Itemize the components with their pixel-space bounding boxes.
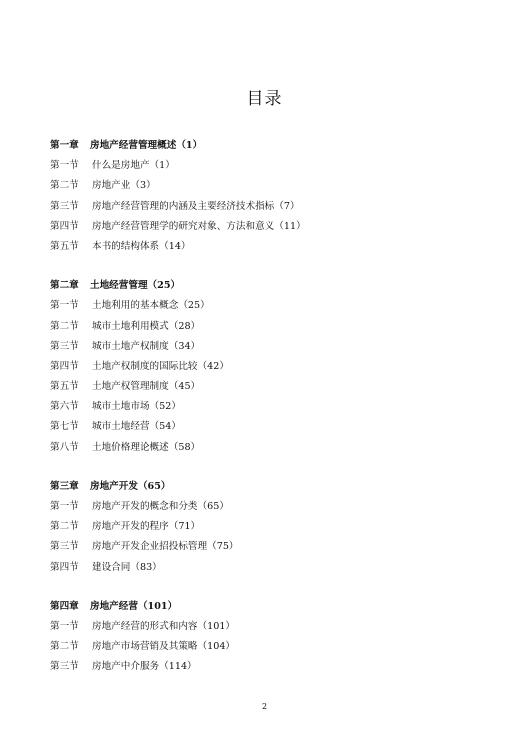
chapter-heading [50, 136, 490, 156]
table-of-contents [50, 136, 490, 678]
section-title: 城市土地利用模式（28） [92, 320, 201, 332]
page-title: 目录 [246, 89, 283, 109]
chapter-title: 房地产经营（101） [90, 600, 178, 612]
section-entry [50, 558, 490, 578]
section-title: 城市土地经营（54） [92, 421, 181, 433]
chapter-block [50, 136, 490, 257]
section-title: 城市土地产权制度（34） [92, 340, 201, 352]
section-number: 第八节 [50, 441, 79, 453]
chapter-heading [50, 477, 490, 497]
section-entry [50, 517, 490, 537]
section-number: 第一节 [50, 620, 79, 632]
section-title: 土地产权制度的国际比较（42） [92, 360, 229, 372]
section-number: 第三节 [50, 661, 79, 673]
section-title: 土地产权管理制度（45） [92, 381, 201, 393]
section-number: 第一节 [50, 501, 79, 512]
section-title: 房地产经营管理学的研究对象、方法和意义（11） [92, 220, 306, 232]
section-title: 本书的结构体系（14） [92, 240, 191, 252]
section-number: 第一节 [50, 160, 79, 172]
section-number: 第四节 [50, 561, 79, 573]
section-number: 第四节 [50, 220, 79, 232]
section-entry [50, 397, 490, 417]
chapter-number: 第一章 [50, 140, 79, 151]
chapter-title: 房地产开发（65） [90, 480, 171, 492]
section-number: 第二节 [50, 521, 79, 533]
section-title: 房地产经营管理的内涵及主要经济技术指标（7） [92, 200, 300, 212]
chapter-heading [50, 597, 490, 617]
section-entry [50, 317, 490, 337]
section-number: 第一节 [50, 300, 79, 312]
section-number: 第二节 [50, 180, 79, 192]
section-number: 第三节 [50, 200, 79, 212]
section-title: 土地价格理论概述（58） [92, 441, 201, 453]
section-entry [50, 417, 490, 437]
section-number: 第七节 [50, 421, 79, 433]
section-entry [50, 296, 490, 316]
chapter-block [50, 477, 490, 578]
section-number: 第二节 [50, 641, 79, 653]
section-title: 房地产中介服务（114） [92, 661, 197, 673]
section-entry [50, 497, 490, 517]
section-title: 房地产开发的概念和分类（65） [92, 501, 229, 512]
section-number: 第五节 [50, 381, 79, 393]
section-entry [50, 197, 490, 217]
section-title: 房地产开发的程序（71） [92, 521, 201, 533]
section-title: 房地产业（3） [92, 180, 156, 192]
section-number: 第三节 [50, 340, 79, 352]
section-entry [50, 217, 490, 237]
chapter-heading [50, 276, 490, 296]
chapter-number: 第四章 [50, 600, 79, 612]
page-number: 2 [261, 702, 268, 711]
section-number: 第四节 [50, 360, 79, 372]
chapter-title: 房地产经营管理概述（1） [90, 140, 203, 151]
section-title: 房地产开发企业招投标管理（75） [92, 541, 239, 553]
section-title: 建设合同（83） [92, 561, 162, 573]
section-entry [50, 357, 490, 377]
section-entry [50, 337, 490, 357]
section-number: 第三节 [50, 541, 79, 553]
section-number: 第五节 [50, 240, 79, 252]
section-entry [50, 438, 490, 458]
section-number: 第二节 [50, 320, 79, 332]
section-entry [50, 657, 490, 677]
section-title: 城市土地市场（52） [92, 401, 181, 413]
section-entry [50, 617, 490, 637]
section-number: 第六节 [50, 401, 79, 413]
section-title: 房地产市场营销及其策略（104） [92, 641, 236, 653]
chapter-block [50, 597, 490, 678]
section-entry [50, 156, 490, 176]
section-title: 房地产经营的形式和内容（101） [92, 620, 236, 632]
section-entry [50, 537, 490, 557]
chapter-block [50, 276, 490, 458]
section-entry [50, 637, 490, 657]
chapter-number: 第二章 [50, 280, 79, 292]
chapter-number: 第三章 [50, 480, 79, 492]
section-entry [50, 176, 490, 196]
section-entry [50, 377, 490, 397]
section-title: 什么是房地产（1） [92, 160, 175, 172]
chapter-title: 土地经营管理（25） [90, 280, 181, 292]
section-title: 土地利用的基本概念（25） [92, 300, 210, 312]
section-entry [50, 237, 490, 257]
